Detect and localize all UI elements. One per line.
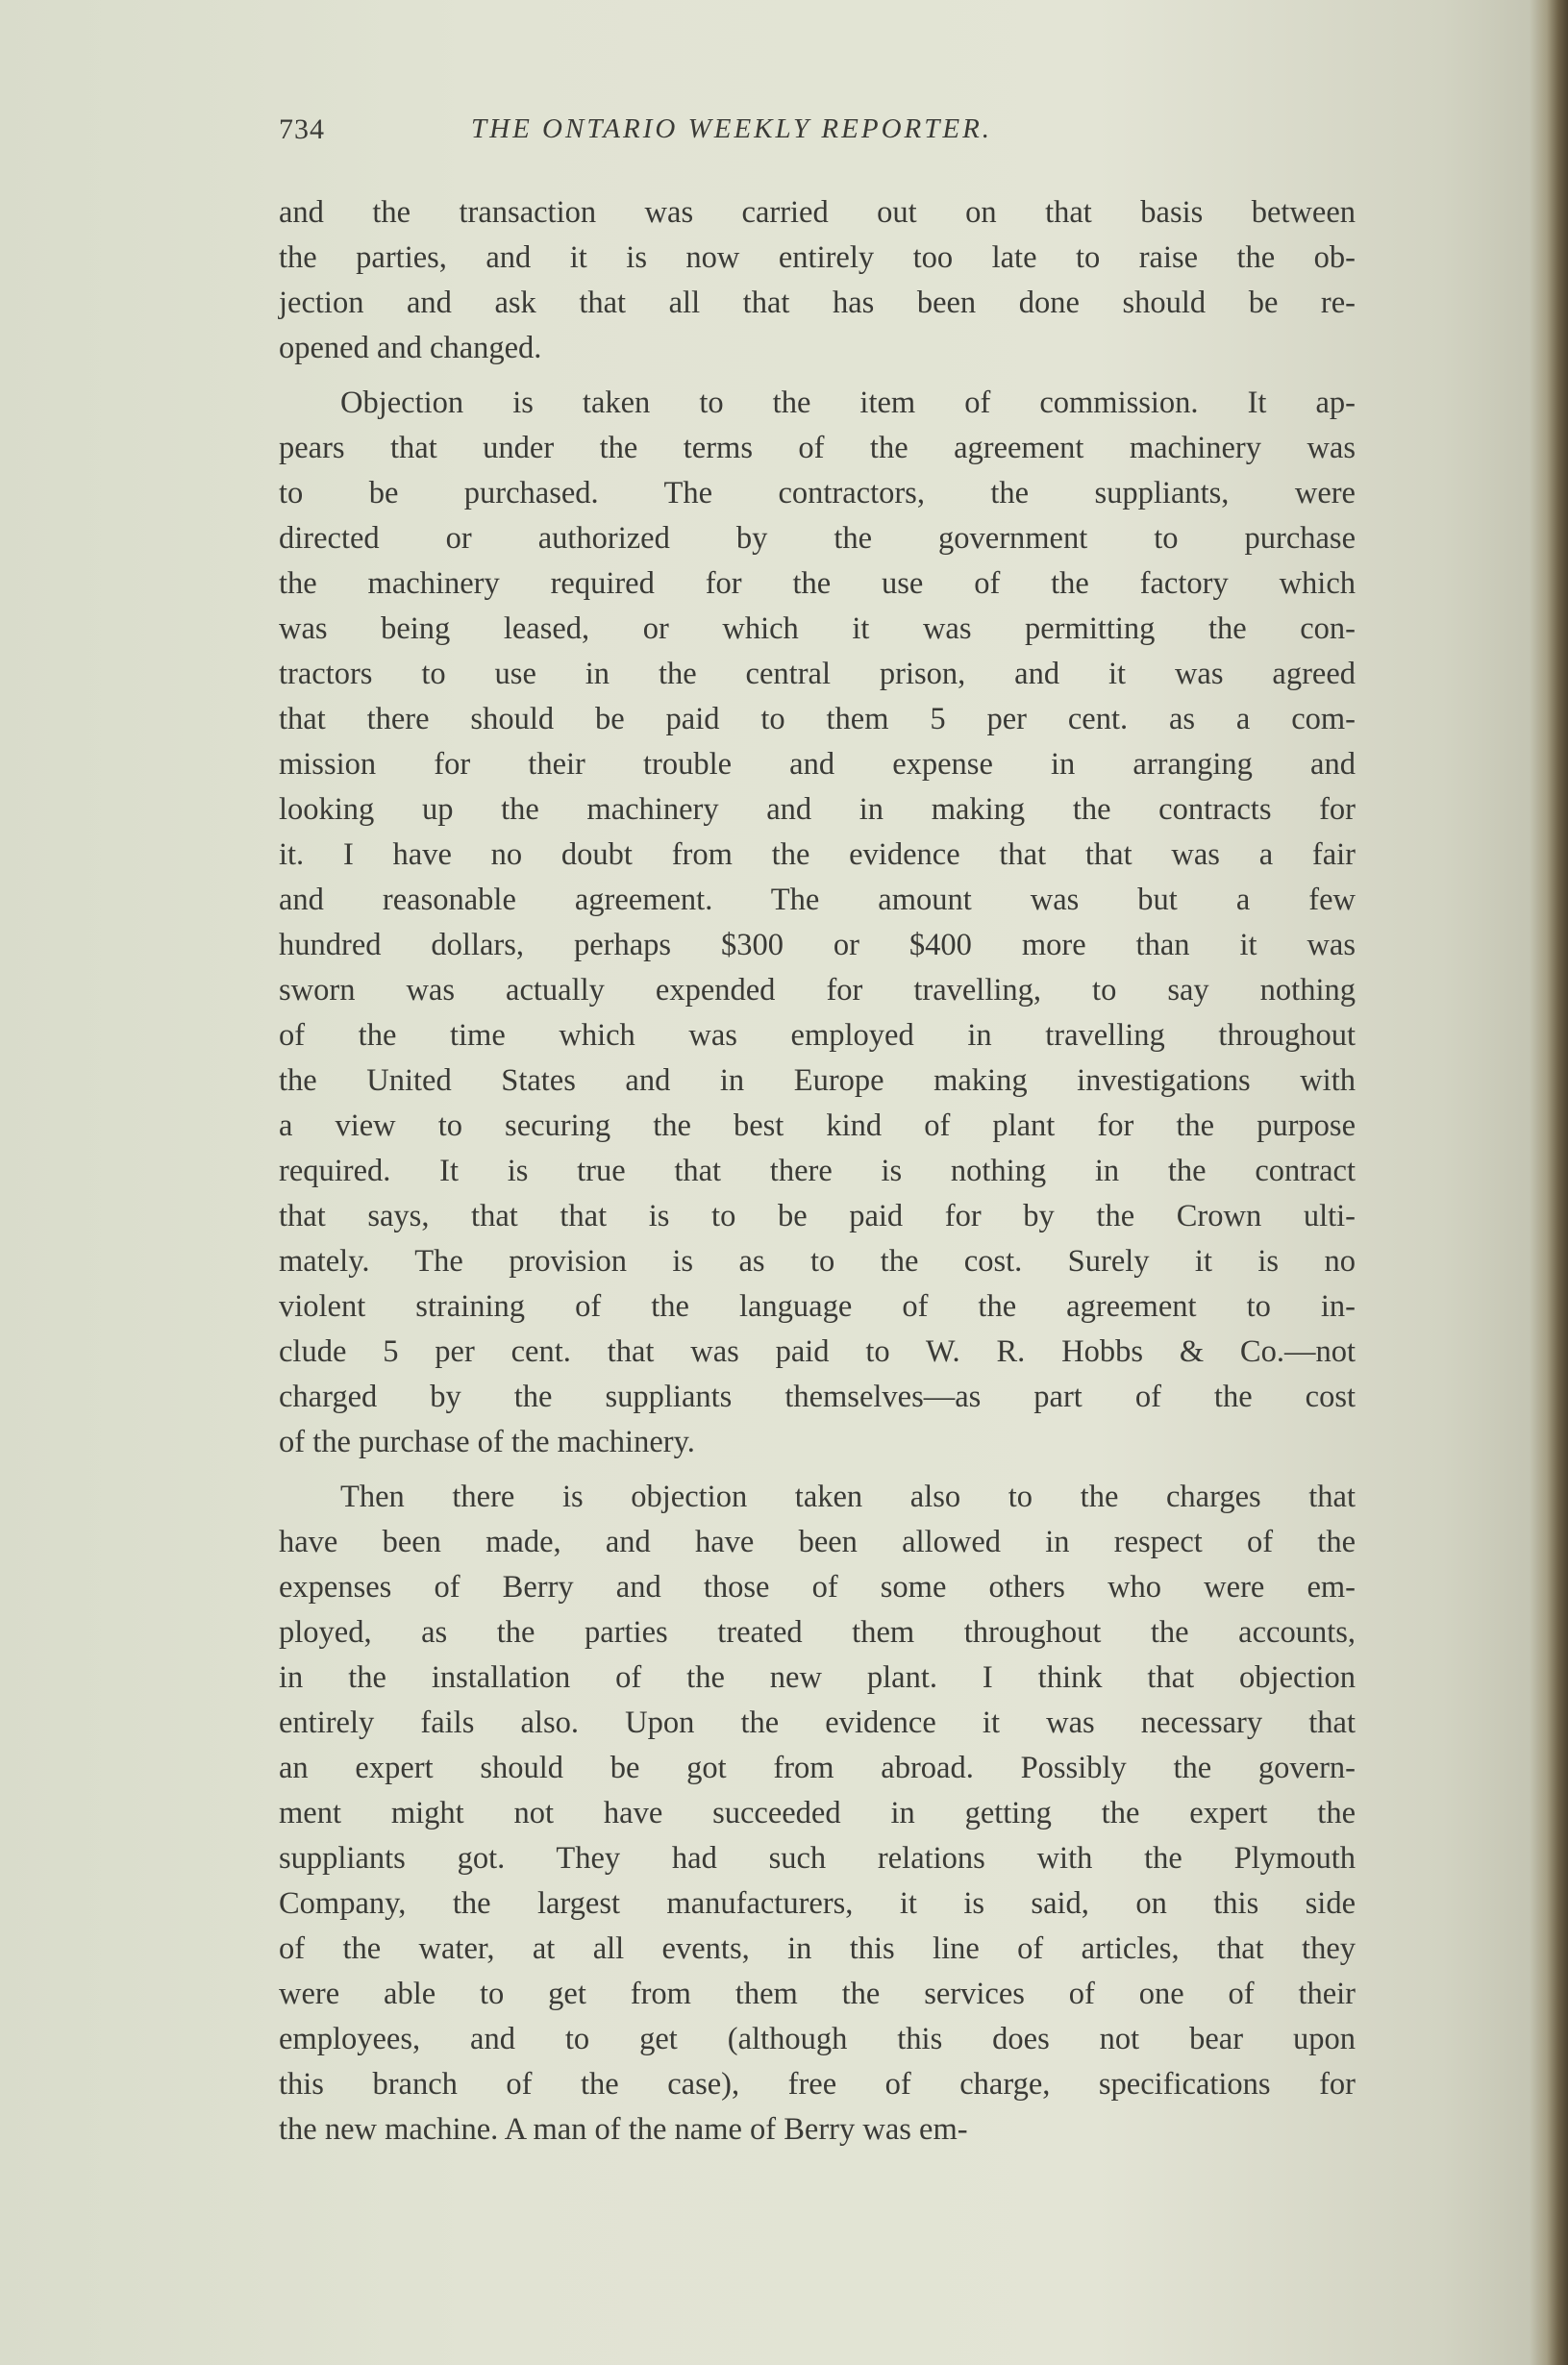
- text-line: and reasonable agreement. The amount was but a few: [279, 883, 1356, 917]
- text-line: mately. The provision is as to the cost. Surely it is no: [279, 1244, 1356, 1279]
- page-header: [279, 113, 1365, 162]
- text-line: employees, and to get (although this does not bear upon: [279, 2022, 1356, 2056]
- page-binding-edge: [1530, 0, 1568, 2365]
- text-line: the parties, and it is now entirely too late to raise the ob-: [279, 240, 1356, 275]
- text-line: clude 5 per cent. that was paid to W. R. Hobbs & Co.—not: [279, 1334, 1356, 1369]
- text-line: hundred dollars, perhaps $300 or $400 more than it was: [279, 928, 1356, 962]
- running-title: THE ONTARIO WEEKLY REPORTER.: [471, 113, 993, 144]
- text-line: sworn was actually expended for travelling, to say nothing: [279, 973, 1356, 1008]
- text-line: charged by the suppliants themselves—as part of the cost: [279, 1380, 1356, 1414]
- text-line: Objection is taken to the item of commission. It ap-: [340, 386, 1356, 420]
- text-line: directed or authorized by the government to purchase: [279, 521, 1356, 556]
- text-line: entirely fails also. Upon the evidence it was necessary that: [279, 1705, 1356, 1740]
- paragraph: [279, 1475, 1356, 2153]
- text-line: jection and ask that all that has been done should be re-: [279, 286, 1356, 320]
- text-line: of the purchase of the machinery.: [279, 1425, 695, 1459]
- text-line: a view to securing the best kind of plant for the purpose: [279, 1108, 1356, 1143]
- text-line: tractors to use in the central prison, and it was agreed: [279, 657, 1356, 691]
- text-line: and the transaction was carried out on that basis between: [279, 195, 1356, 230]
- text-line: the machinery required for the use of the factory which: [279, 566, 1356, 601]
- text-line: Then there is objection taken also to the charges that: [340, 1480, 1356, 1514]
- text-line: ment might not have succeeded in getting the expert the: [279, 1796, 1356, 1830]
- paragraph: [279, 190, 1356, 371]
- text-line: that says, that that is to be paid for by the Crown ulti-: [279, 1199, 1356, 1233]
- text-line: that there should be paid to them 5 per cent. as a com-: [279, 702, 1356, 736]
- paragraph: [279, 381, 1356, 1465]
- text-line: of the time which was employed in travelling throughout: [279, 1018, 1356, 1053]
- text-line: it. I have no doubt from the evidence that that was a fair: [279, 837, 1356, 872]
- page-number: 734: [279, 113, 325, 145]
- text-line: Company, the largest manufacturers, it is said, on this side: [279, 1886, 1356, 1921]
- text-line: in the installation of the new plant. I think that objection: [279, 1660, 1356, 1695]
- text-line: ployed, as the parties treated them throughout the accounts,: [279, 1615, 1356, 1650]
- text-line: were able to get from them the services of one of their: [279, 1977, 1356, 2011]
- text-line: was being leased, or which it was permitting the con-: [279, 611, 1356, 646]
- text-line: opened and changed.: [279, 331, 542, 365]
- text-line: have been made, and have been allowed in respect of the: [279, 1525, 1356, 1559]
- text-line: expenses of Berry and those of some others who were em-: [279, 1570, 1356, 1605]
- text-line: of the water, at all events, in this line of articles, that they: [279, 1931, 1356, 1966]
- text-line: looking up the machinery and in making the contracts for: [279, 792, 1356, 827]
- text-line: suppliants got. They had such relations with the Plymouth: [279, 1841, 1356, 1876]
- text-line: violent straining of the language of the agreement to in-: [279, 1289, 1356, 1324]
- text-line: to be purchased. The contractors, the suppliants, were: [279, 476, 1356, 510]
- text-line: required. It is true that there is nothing in the contract: [279, 1154, 1356, 1188]
- text-line: pears that under the terms of the agreement machinery was: [279, 431, 1356, 465]
- body-text: [279, 190, 1356, 2153]
- text-line: the new machine. A man of the name of Berry was em-: [279, 2112, 968, 2147]
- text-line: the United States and in Europe making investigations with: [279, 1063, 1356, 1098]
- text-line: this branch of the case), free of charge, specifications for: [279, 2067, 1356, 2102]
- text-line: mission for their trouble and expense in arranging and: [279, 747, 1356, 782]
- text-line: an expert should be got from abroad. Possibly the govern-: [279, 1751, 1356, 1785]
